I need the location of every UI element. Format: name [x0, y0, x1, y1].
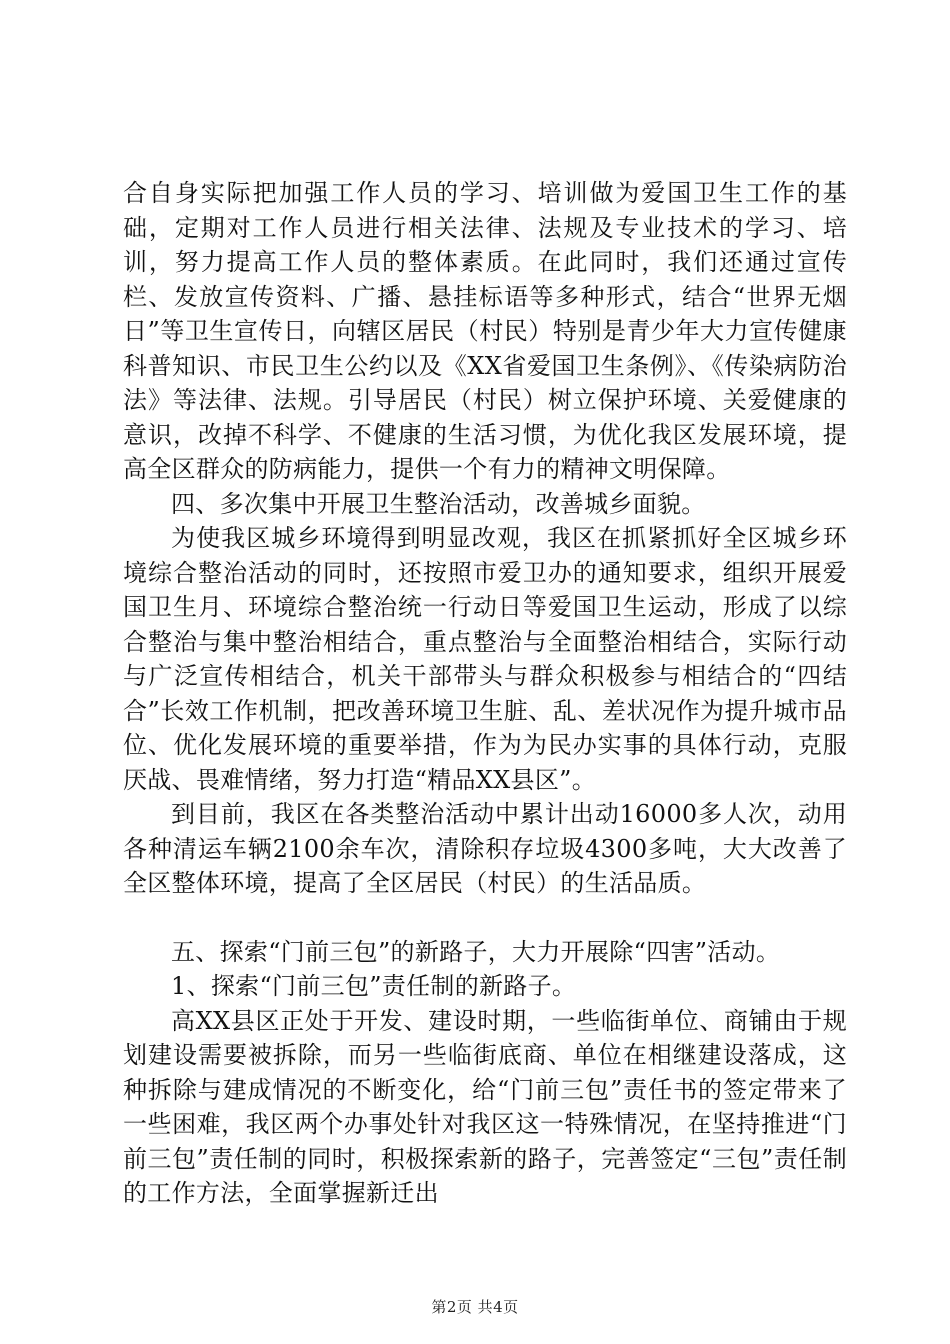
section-heading-four: 四、多次集中开展卫生整治活动，改善城乡面貌。 [171, 489, 706, 518]
document-body [123, 176, 847, 1211]
paragraph-results: 到目前，我区在各类整治活动中累计出动16000多人次，动用各种清运车辆2100余车次，清除积存垃圾4300多吨，大大改善了全区整体环境，提高了全区居民（村民）的生活品质。 [123, 800, 847, 897]
section-heading-five: 五、探索“门前三包”的新路子，大力开展除“四害”活动。 [171, 937, 781, 966]
page-number-footer: 第2页 共4页 [431, 1298, 519, 1316]
paragraph-sanitation-campaign: 为使我区城乡环境得到明显改观，我区在抓紧抓好全区城乡环境综合整治活动的同时，还按照市爱卫办的通知要求，组织开展爱国卫生月、环境综合整治统一行动日等爱国卫生运动，形成了以综合整治与集中整治相结合，重点整治与全面整治相结合，实际行动与广泛宣传相结合，机关干部带头与群众积极参与相结合的“四结合”长效工作机制，把改善环境卫生脏、乱、差状况作为提升城市品位、优化发展环境的重要举措，作为为民办实事的具体行动，克服厌战、畏难情绪，努力打造“精品XX县区”。 [123, 524, 847, 794]
subsection-heading-one: 1、探索“门前三包”责任制的新路子。 [171, 972, 577, 1000]
paragraph-continuation: 合自身实际把加强工作人员的学习、培训做为爱国卫生工作的基础，定期对工作人员进行相关法律、法规及专业技术的学习、培训，努力提高工作人员的整体素质。在此同时，我们还通过宣传栏、发放宣传资料、广播、悬挂标语等多种形式，结合“世界无烟日”等卫生宣传日，向辖区居民（村民）特别是青少年大力宣传健康科普知识、市民卫生公约以及《XX省爱国卫生条例》、《传染病防治法》等法律、法规。引导居民（村民）树立保护环境、关爱健康的意识，改掉不科学、不健康的生活习惯，为优化我区发展环境，提高全区群众的防病能力，提供一个有力的精神文明保障。 [123, 179, 847, 483]
paragraph-three-guarantees: 高XX县区正处于开发、建设时期，一些临街单位、商铺由于规划建设需要被拆除，而另一些临街底商、单位在相继建设落成，这种拆除与建成情况的不断变化，给“门前三包”责任书的签定带来了一些困难，我区两个办事处针对我区这一特殊情况，在坚持推进“门前三包”责任制的同时，积极探索新的路子，完善签定“三包”责任制的工作方法，全面掌握新迁出 [123, 1006, 847, 1207]
